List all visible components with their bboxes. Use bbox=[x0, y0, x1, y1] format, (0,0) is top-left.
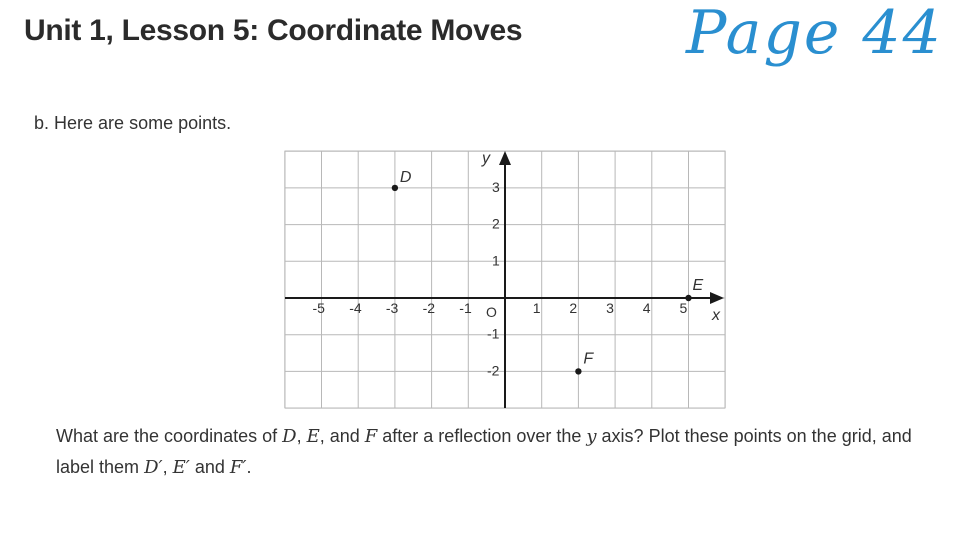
math-var: F′ bbox=[229, 457, 247, 478]
x-tick-label: 5 bbox=[679, 300, 688, 316]
y-tick-label: -2 bbox=[487, 362, 500, 379]
page-title: Unit 1, Lesson 5: Coordinate Moves bbox=[24, 14, 523, 47]
math-var: D bbox=[282, 426, 297, 447]
x-axis-label: x bbox=[712, 307, 720, 324]
question-text bbox=[56, 421, 948, 483]
question-segment: What are the coordinates of bbox=[56, 426, 283, 446]
x-tick-label: -5 bbox=[312, 300, 325, 316]
x-tick-label: 3 bbox=[606, 300, 614, 316]
part-label: b. bbox=[34, 113, 50, 133]
question-segment: , bbox=[296, 426, 307, 446]
x-tick-label: -4 bbox=[349, 300, 362, 316]
point-f-label: F bbox=[583, 350, 594, 368]
math-var: D′ bbox=[144, 457, 163, 478]
question-segment: , bbox=[162, 457, 173, 477]
x-tick-label: 4 bbox=[642, 300, 651, 316]
math-var: F bbox=[364, 426, 378, 447]
y-axis-label: y bbox=[482, 150, 490, 167]
x-tick-label: -2 bbox=[422, 300, 436, 316]
x-tick-label: -3 bbox=[385, 300, 399, 316]
point-f-marker bbox=[575, 368, 581, 374]
math-var: y bbox=[586, 426, 597, 447]
y-tick-label: 1 bbox=[492, 252, 500, 269]
point-e-label: E bbox=[692, 277, 704, 294]
math-var: E bbox=[306, 426, 320, 447]
y-tick-label: 2 bbox=[492, 215, 500, 232]
x-tick-label: 2 bbox=[569, 300, 578, 316]
y-tick-label: 3 bbox=[492, 178, 500, 195]
question-segment: after a reflection over the bbox=[377, 426, 587, 446]
origin-label: O bbox=[486, 304, 497, 320]
question-segment: , and bbox=[319, 426, 365, 446]
math-var: E′ bbox=[172, 457, 190, 478]
question-segment: and bbox=[189, 457, 230, 477]
prompt-text: Here are some points. bbox=[54, 113, 232, 133]
point-d-marker bbox=[392, 185, 398, 191]
y-tick-label: -1 bbox=[487, 325, 500, 342]
question-segment: axis? Plot these points on the grid, and label them bbox=[56, 426, 912, 477]
point-d-label: D bbox=[399, 168, 412, 186]
question-segment: . bbox=[246, 457, 252, 477]
page-number-label: Page 44 bbox=[686, 0, 943, 68]
x-tick-label: -1 bbox=[459, 300, 472, 316]
x-tick-label: 1 bbox=[532, 300, 541, 316]
point-e-marker bbox=[685, 295, 691, 301]
